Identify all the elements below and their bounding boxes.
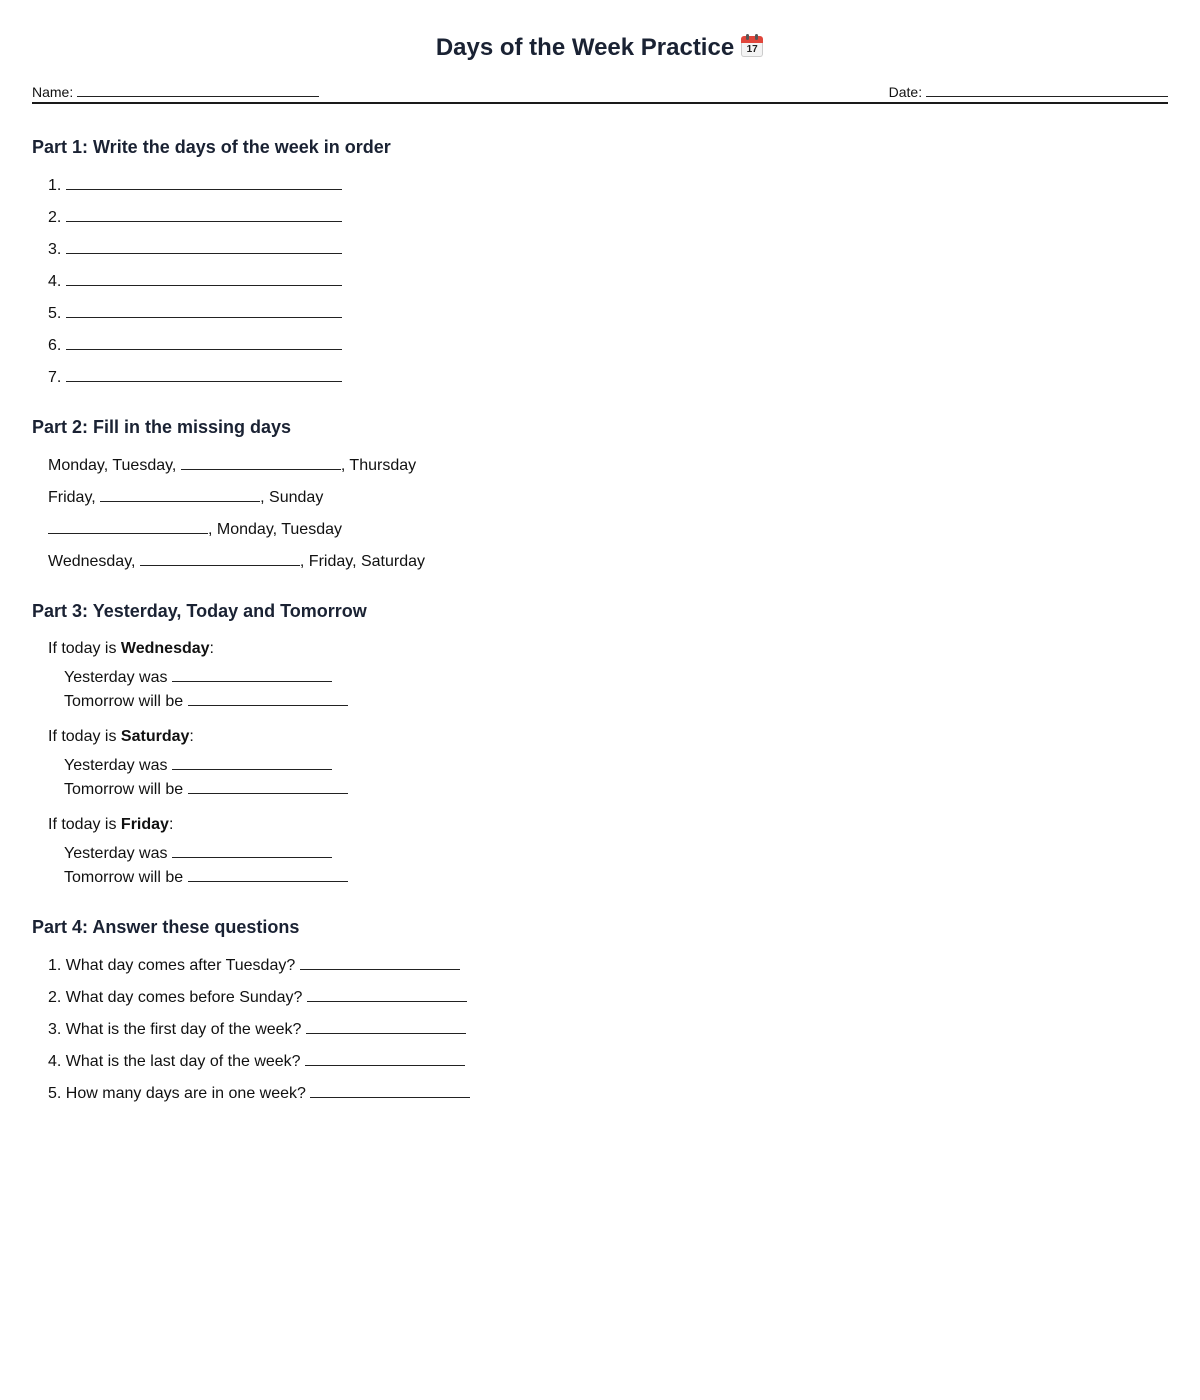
answer-blank[interactable] [310,1083,470,1098]
question-item: 5. How many days are in one week? [32,1083,1168,1103]
date-label: Date: [888,84,923,100]
part1-section [32,134,1168,387]
part3-group [32,639,1168,711]
answer-blank[interactable] [66,335,342,350]
list-item: 7. [32,367,1168,387]
answer-blank[interactable] [66,175,342,190]
answer-blank[interactable] [140,551,300,566]
worksheet-page [32,0,1168,1102]
part2-heading: Part 2: Fill in the missing days [32,417,292,437]
list-item: Friday, , Sunday [48,489,324,506]
answer-blank[interactable] [172,667,332,682]
tomorrow-line: Tomorrow will be [32,779,1168,799]
answer-blank[interactable] [181,455,341,470]
question-item: 3. What is the first day of the week? [32,1019,1168,1039]
list-item: 4. [32,271,1168,291]
part3-group [32,815,1168,887]
answer-blank[interactable] [48,519,208,534]
answer-blank[interactable] [188,779,348,794]
answer-blank[interactable] [188,691,348,706]
list-item: Wednesday, , Friday, Saturday [48,553,425,570]
list-item: Monday, Tuesday, , Thursday [48,457,417,474]
list-item: 5. [32,303,1168,323]
answer-blank[interactable] [188,867,348,882]
student-info-row [32,82,1168,102]
part4-heading: Part 4: Answer these questions [32,917,300,937]
part4-section [32,914,1168,1103]
answer-blank[interactable] [66,239,342,254]
part4-list [32,955,1168,1103]
date-blank[interactable] [926,82,1168,97]
answer-blank[interactable] [307,987,467,1002]
answer-blank[interactable] [300,955,460,970]
list-item: 2. [32,207,1168,227]
today-prompt: If today is Wednesday: [48,640,214,657]
list-item: 1. [32,175,1168,195]
today-prompt: If today is Friday: [48,816,174,833]
question-item: 1. What day comes after Tuesday? [32,955,1168,975]
answer-blank[interactable] [66,367,342,382]
part3-group [32,727,1168,799]
question-item: 4. What is the last day of the week? [32,1051,1168,1071]
answer-blank[interactable] [305,1051,465,1066]
yesterday-line: Yesterday was [32,667,1168,687]
name-blank[interactable] [77,82,319,97]
part3-heading: Part 3: Yesterday, Today and Tomorrow [32,601,367,621]
part1-list [32,175,1168,387]
today-prompt: If today is Saturday: [48,728,194,745]
answer-blank[interactable] [66,271,342,286]
answer-blank[interactable] [66,207,342,222]
part1-heading: Part 1: Write the days of the week in order [32,137,391,157]
yesterday-line: Yesterday was [32,843,1168,863]
yesterday-line: Yesterday was [32,755,1168,775]
calendar-icon [740,34,764,58]
header-divider [32,102,1168,104]
title-text: Days of the Week Practice [435,34,735,61]
date-field[interactable] [889,82,1168,102]
question-item: 2. What day comes before Sunday? [32,987,1168,1007]
worksheet-title [32,0,1168,64]
answer-blank[interactable] [172,843,332,858]
list-item: 3. [32,239,1168,259]
name-label: Name: [32,84,74,100]
part2-list [32,455,1168,571]
answer-blank[interactable] [172,755,332,770]
part3-section [32,598,1168,887]
tomorrow-line: Tomorrow will be [32,867,1168,887]
part2-section [32,414,1168,571]
answer-blank[interactable] [66,303,342,318]
answer-blank[interactable] [306,1019,466,1034]
list-item: , Monday, Tuesday [32,519,1168,539]
list-item: 6. [32,335,1168,355]
answer-blank[interactable] [100,487,260,502]
calendar-icon-day: 17 [741,43,763,57]
name-field[interactable] [32,82,319,102]
tomorrow-line: Tomorrow will be [32,691,1168,711]
